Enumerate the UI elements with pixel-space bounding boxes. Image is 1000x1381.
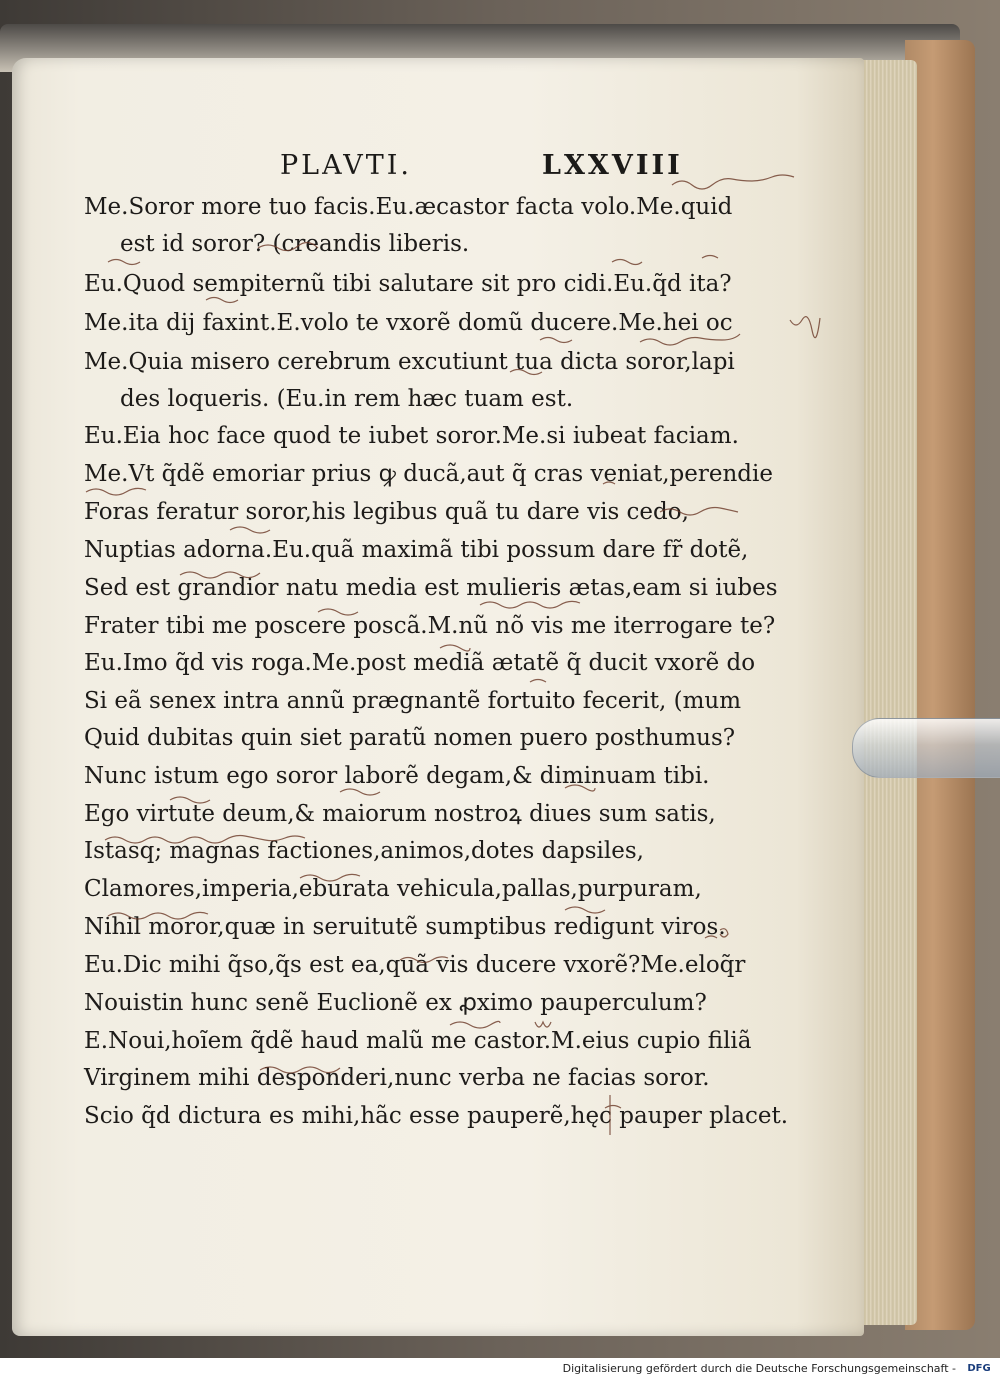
text-line: Foras feratur soror,his legibus quã tu dare vis cedo, bbox=[84, 499, 689, 525]
gloss-stroke bbox=[640, 334, 740, 345]
text-line: Me.ita dij faxint.E.volo te vxorẽ domũ ducere.Me.hei oc bbox=[84, 310, 733, 336]
gloss-stroke bbox=[105, 836, 305, 844]
gloss-stroke bbox=[440, 645, 470, 651]
gloss-stroke bbox=[108, 912, 208, 919]
text-line: Nuptias adorna.Eu.quã maximã tibi possum dare fr̃ dotẽ, bbox=[84, 537, 749, 563]
gloss-stroke bbox=[790, 317, 820, 338]
gloss-stroke bbox=[565, 907, 605, 913]
text-line: Eu.Dic mihi q̃so,q̃s est ea,quã vis ducere vxorẽ?Me.eloq̃r bbox=[84, 952, 746, 978]
text-line: Me.Vt q̃dẽ emoriar prius ꝙ ducã,aut q̃ cras veniat,perendie bbox=[84, 461, 773, 487]
gloss-stroke bbox=[612, 260, 642, 265]
dfg-logo: DFG bbox=[967, 1363, 991, 1374]
gloss-stroke bbox=[720, 929, 728, 937]
text-line: Si eã senex intra annũ prægnantẽ fortuito fecerit, (mum bbox=[84, 688, 742, 714]
text-line: est id soror? (creandis liberis. bbox=[120, 231, 470, 257]
text-line: Me.Quia misero cerebrum excutiunt tua dicta soror,lapi bbox=[84, 349, 735, 375]
gloss-stroke bbox=[180, 572, 260, 578]
gloss-stroke bbox=[480, 601, 580, 608]
gloss-stroke bbox=[705, 936, 717, 938]
footer-bar bbox=[0, 1358, 1000, 1381]
text-line: Ego virtute deum,& maiorum nostroꝝ diues sum satis, bbox=[84, 801, 716, 827]
text-line: Eu.Eia hoc face quod te iubet soror.Me.si iubeat faciam. bbox=[84, 423, 739, 449]
gloss-stroke bbox=[535, 1022, 551, 1027]
gloss-stroke bbox=[170, 797, 210, 803]
text-line: Nouistin hunc senẽ Euclionẽ ex ꝓximo pauperculum? bbox=[84, 990, 707, 1016]
gloss-stroke bbox=[530, 680, 546, 683]
text-line: Clamores,imperia,eburata vehicula,pallas,purpuram, bbox=[84, 876, 702, 902]
gloss-stroke bbox=[400, 957, 448, 963]
text-line: Nihil moror,quæ in seruitutẽ sumptibus redigunt viros. bbox=[84, 914, 726, 940]
gloss-stroke bbox=[702, 256, 718, 259]
gloss-stroke bbox=[86, 488, 146, 495]
gloss-stroke bbox=[540, 338, 572, 343]
text-line: Scio q̃d dictura es mihi,hãc esse pauperẽ,hęc pauper placet. bbox=[84, 1103, 789, 1129]
text-line: Eu.Quod sempiternũ tibi salutare sit pro cidi.Eu.q̃d ita? bbox=[84, 271, 732, 297]
text-line: Sed est grandior natu media est mulieris ætas,eam si iubes bbox=[84, 575, 778, 601]
gloss-stroke bbox=[230, 527, 270, 533]
text-line: Istasq; magnas factiones,animos,dotes dapsiles, bbox=[84, 838, 644, 864]
text-line: Virginem mihi desponderi,nunc verba ne facias soror. bbox=[84, 1065, 710, 1091]
gloss-stroke bbox=[660, 508, 738, 516]
gloss-stroke bbox=[672, 175, 794, 189]
gloss-stroke bbox=[565, 785, 595, 791]
text-line: Frater tibi me poscere poscã.M.nũ nõ vis me iterrogare te? bbox=[84, 613, 776, 639]
gloss-stroke bbox=[605, 1106, 621, 1109]
gloss-stroke bbox=[510, 370, 542, 375]
text-line: Nunc istum ego soror laborẽ degam,& diminuam tibi. bbox=[84, 763, 710, 789]
gloss-stroke bbox=[258, 242, 318, 250]
text-line: Eu.Imo q̃d vis roga.Me.post mediã ætatẽ q̃ ducit vxorẽ do bbox=[84, 650, 756, 676]
gloss-stroke bbox=[206, 298, 238, 303]
gloss-stroke bbox=[108, 260, 140, 265]
folio-number: LXXVIII bbox=[542, 150, 683, 181]
funding-credit: Digitalisierung gefördert durch die Deutsche Forschungsgemeinschaft - bbox=[562, 1362, 956, 1375]
text-line: Quid dubitas quin siet paratũ nomen puero posthumus? bbox=[84, 725, 736, 751]
text-line: des loqueris. (Eu.in rem hæc tuam est. bbox=[120, 386, 574, 412]
gloss-stroke bbox=[260, 1067, 340, 1073]
gloss-stroke bbox=[603, 482, 615, 484]
page-clip bbox=[852, 718, 1000, 778]
gloss-stroke bbox=[450, 1021, 500, 1028]
gloss-stroke bbox=[340, 789, 380, 795]
gloss-stroke bbox=[318, 609, 358, 615]
text-line: E.Noui,hoĩem q̃dẽ haud malũ me castor.M.eius cupio filiã bbox=[84, 1028, 752, 1054]
running-head: PLAVTI. bbox=[280, 150, 413, 181]
text-line: Me.Soror more tuo facis.Eu.æcastor facta volo.Me.quid bbox=[84, 194, 733, 220]
gloss-stroke bbox=[300, 874, 360, 881]
